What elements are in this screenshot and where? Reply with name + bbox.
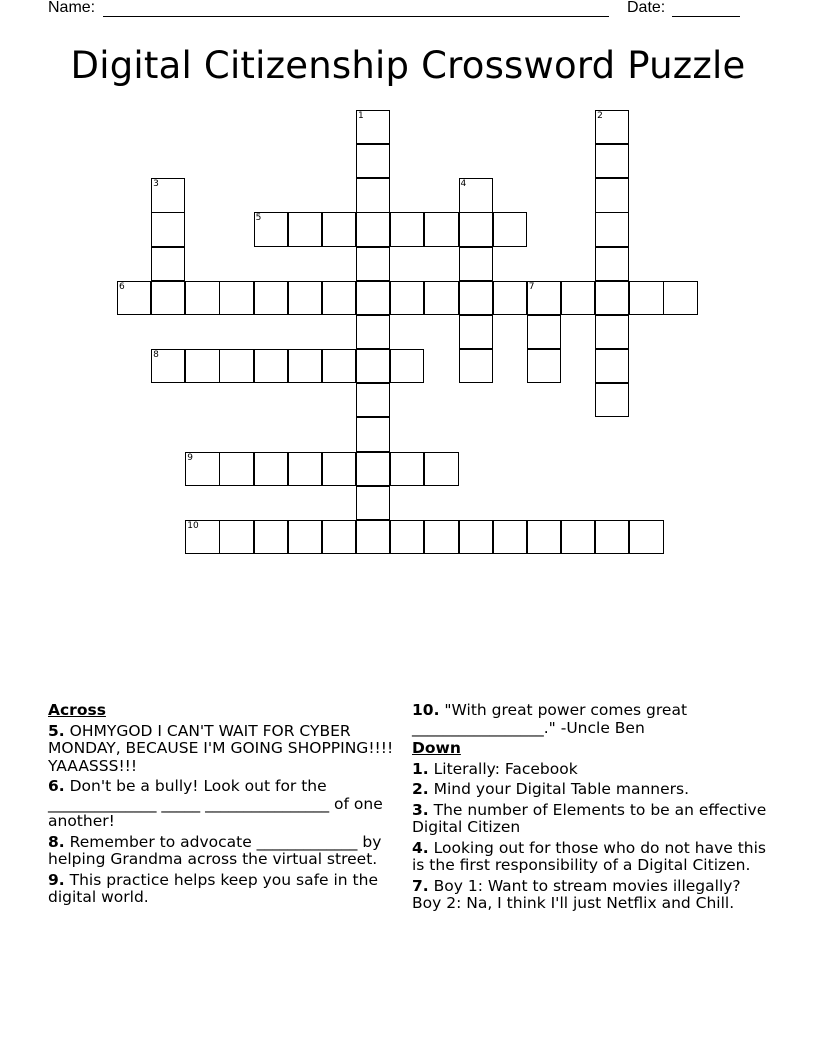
name-label: Name: [48,0,96,16]
page-title: Digital Citizenship Crossword Puzzle [70,44,746,87]
clue-text: Boy 1: Want to stream movies illegally? Boy 2: Na, I think I'll just Netflix and Chill. [412,876,741,912]
crossword-cell[interactable] [527,281,561,315]
crossword-cell[interactable] [322,212,356,246]
crossword-cell[interactable] [288,212,322,246]
crossword-cell[interactable] [356,212,390,246]
down-clue [412,878,772,913]
down-clue [412,781,772,799]
clue-number: 6. [48,777,65,795]
crossword-cell[interactable] [356,452,390,486]
across-clue [48,723,400,776]
crossword-cell[interactable] [185,520,219,554]
clues-left-column [48,702,400,910]
crossword-cell[interactable] [527,520,561,554]
crossword-cell[interactable] [288,520,322,554]
crossword-cell[interactable] [493,520,527,554]
crossword-cell[interactable] [185,452,219,486]
clue-number: 9. [48,870,65,889]
down-clue [412,761,772,779]
crossword-cell[interactable] [459,247,493,281]
across-clue [48,872,400,907]
crossword-cell[interactable] [288,452,322,486]
clue-number: 3. [412,800,429,819]
crossword-cell[interactable] [151,281,185,315]
crossword-cell[interactable] [356,349,390,383]
cell-number: 1 [358,111,364,121]
crossword-cell[interactable] [356,110,390,144]
crossword-cell[interactable] [288,349,322,383]
clue-number: 1. [412,759,429,778]
cell-number: 8 [153,350,159,361]
crossword-cell[interactable] [595,144,629,178]
clue-number: 5. [48,721,65,740]
crossword-cell[interactable] [254,281,288,315]
crossword-cell[interactable] [390,452,424,486]
crossword-cell[interactable] [219,281,253,315]
clue-number: 7. [412,876,429,895]
crossword-cell[interactable] [356,383,390,417]
clue-text: Don't be a bully! Look out for the ______________ _____ ________________ of one another! [48,777,383,830]
down-clue [412,802,772,837]
clue-text: "With great power comes great _________________." -Uncle Ben [412,701,688,737]
clues-right-column [412,702,772,916]
crossword-cell[interactable] [424,281,458,315]
crossword-cell[interactable] [219,349,253,383]
crossword-cell[interactable] [356,281,390,315]
clue-text: The number of Elements to be an effective Digital Citizen [412,800,767,836]
crossword-cell[interactable] [219,520,253,554]
crossword-cell[interactable] [595,212,629,246]
clue-text: Literally: Facebook [433,759,578,778]
crossword-cell[interactable] [356,520,390,554]
crossword-cell[interactable] [595,349,629,383]
crossword-cell[interactable] [493,281,527,315]
crossword-cell[interactable] [595,247,629,281]
cell-number: 4 [460,179,467,190]
cell-number: 6 [119,281,125,292]
clue-number: 10. [412,701,440,719]
crossword-cell[interactable] [561,281,595,315]
crossword-cell[interactable] [322,281,356,315]
cell-number: 7 [528,281,535,292]
crossword-cell[interactable] [459,212,493,246]
crossword-cell[interactable] [390,281,424,315]
crossword-cell[interactable] [527,349,561,383]
crossword-cell[interactable] [459,178,493,212]
crossword-cell[interactable] [424,452,458,486]
clue-text: Mind your Digital Table manners. [433,780,690,798]
crossword-cell[interactable] [151,247,185,281]
crossword-cell[interactable] [595,110,629,144]
crossword-cell[interactable] [424,520,458,554]
clue-number: 2. [412,780,429,798]
crossword-cell[interactable] [459,315,493,349]
crossword-cell[interactable] [390,520,424,554]
across-clue [48,778,400,831]
across-clue [48,834,400,869]
crossword-cell[interactable] [117,281,151,315]
crossword-cell[interactable] [663,281,697,315]
clue-text: Remember to advocate _____________ by helping Grandma across the virtual street. [48,832,382,868]
crossword-cell[interactable] [356,144,390,178]
clue-number: 8. [48,832,65,851]
crossword-cell[interactable] [151,212,185,246]
crossword-cell[interactable] [459,520,493,554]
crossword-cell[interactable] [356,178,390,212]
crossword-cell[interactable] [254,349,288,383]
crossword-cell[interactable] [322,349,356,383]
cell-number: 10 [187,520,199,531]
across-heading: Across [48,701,106,719]
crossword-cell[interactable] [595,383,629,417]
crossword-cell[interactable] [254,212,288,246]
cell-number: 2 [597,111,603,121]
cell-number: 3 [153,179,159,190]
crossword-cell[interactable] [527,315,561,349]
crossword-cell[interactable] [185,281,219,315]
crossword-cell[interactable] [595,520,629,554]
crossword-cell[interactable] [595,315,629,349]
crossword-cell[interactable] [356,315,390,349]
clue-text: This practice helps keep you safe in the digital world. [48,870,378,906]
crossword-cell[interactable] [322,452,356,486]
down-heading: Down [412,739,461,757]
crossword-cell[interactable] [459,281,493,315]
down-clue [412,840,772,875]
crossword-cell[interactable] [151,349,185,383]
crossword-cell[interactable] [185,349,219,383]
crossword-cell[interactable] [356,247,390,281]
crossword-cell[interactable] [254,452,288,486]
clue-number: 4. [412,838,429,857]
crossword-cell[interactable] [493,212,527,246]
crossword-cell[interactable] [219,452,253,486]
crossword-cell[interactable] [390,212,424,246]
crossword-cell[interactable] [459,349,493,383]
clue-text: OHMYGOD I CAN'T WAIT FOR CYBER MONDAY, BECAUSE I'M GOING SHOPPING!!!! YAAASSS!!! [48,721,394,775]
crossword-cell[interactable] [424,212,458,246]
across-clue [412,702,772,737]
cell-number: 9 [187,452,194,463]
crossword-cell[interactable] [629,520,663,554]
crossword-cell[interactable] [151,178,185,212]
crossword-cell[interactable] [561,520,595,554]
cell-number: 5 [255,213,262,224]
date-label: Date: [627,0,666,16]
crossword-cell[interactable] [390,349,424,383]
crossword-cell[interactable] [356,417,390,451]
crossword-cell[interactable] [629,281,663,315]
crossword-cell[interactable] [595,178,629,212]
clue-text: Looking out for those who do not have this is the first responsibility of a Digital Citizen. [412,838,767,874]
crossword-cell[interactable] [288,281,322,315]
crossword-cell[interactable] [322,520,356,554]
crossword-cell[interactable] [595,281,629,315]
crossword-cell[interactable] [356,486,390,520]
crossword-cell[interactable] [254,520,288,554]
